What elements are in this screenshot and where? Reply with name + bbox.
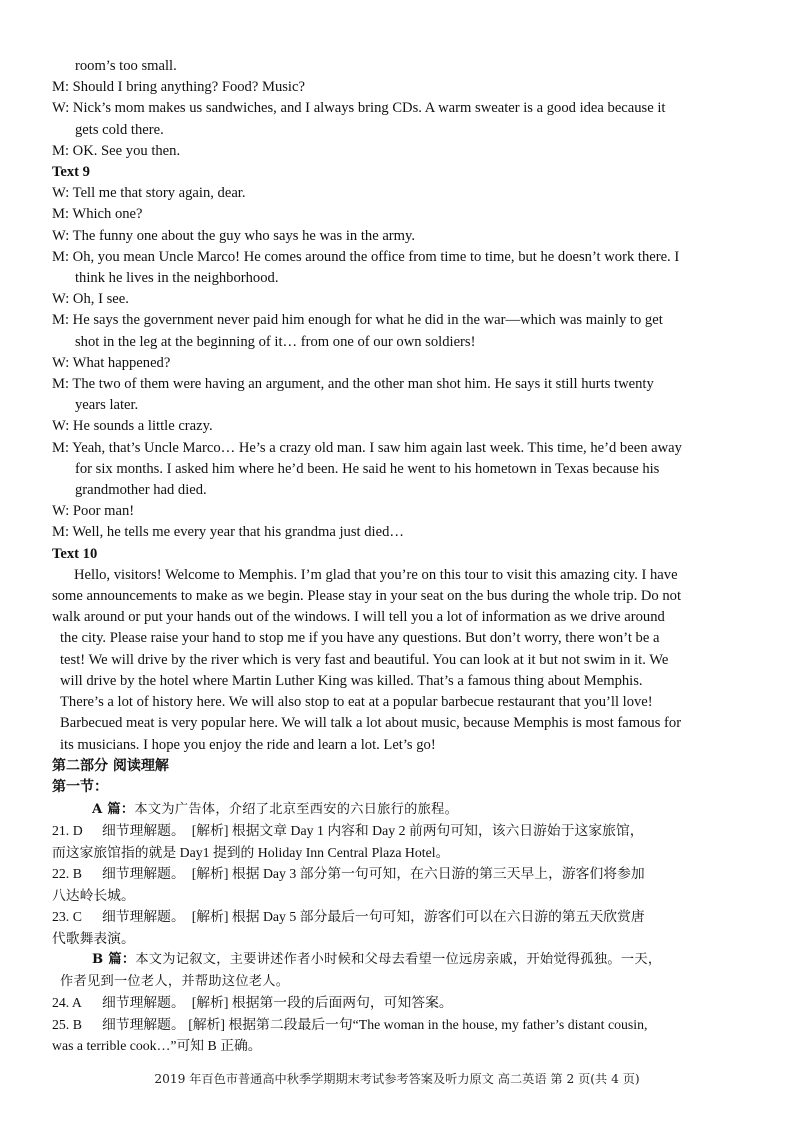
answer-number: 25. B — [52, 1016, 82, 1032]
section1-heading: 第一节： — [52, 779, 108, 796]
passage-a-text: 本文为广告体，介绍了北京至西安的六日旅行的旅程。 — [134, 801, 459, 817]
answer-item — [52, 863, 742, 906]
answer-explanation-cont: 代歌舞表演。 — [52, 930, 135, 946]
dialogue-line: years later. — [75, 397, 139, 414]
passage-a-summary — [52, 799, 742, 821]
paragraph-line: the city. Please raise your hand to stop me if you have any questions. But don’t worry, there won’t be a — [60, 630, 660, 647]
dialogue-line: W: Tell me that story again, dear. — [52, 185, 246, 202]
passage-a-tag: A 篇： — [92, 801, 135, 817]
dialogue-line: grandmother had died. — [75, 482, 207, 499]
dialogue-line: gets cold there. — [75, 121, 164, 138]
passage-b-text-cont: 作者见到一位老人，并帮助这位老人。 — [60, 973, 290, 989]
dialogue-line: W: He sounds a little crazy. — [52, 418, 213, 435]
part2-heading: 第二部分 阅读理解 — [52, 757, 169, 774]
dialogue-line: for six months. I asked him where he’d been. He said he went to his hometown in Texas because his — [75, 460, 660, 477]
page-footer: 2019 年百色市普通高中秋季学期期末考试参考答案及听力原文 高二英语 第 2 页(共 4 页) — [154, 1072, 640, 1086]
paragraph-line: walk around or put your hands out of the windows. I will tell you a lot of information as we drive around — [52, 609, 665, 626]
question-type: 细节理解题。 — [102, 995, 185, 1011]
question-type: 细节理解题。 — [102, 823, 185, 839]
text9-dialogue — [52, 183, 742, 543]
dialogue-line: W: The funny one about the guy who says he was in the army. — [52, 227, 416, 244]
question-type: 细节理解题。 — [102, 1016, 185, 1032]
answer-explanation: [解析] 根据第一段的后面两句，可知答案。 — [191, 995, 453, 1011]
answer-item — [52, 820, 742, 863]
answer-number: 21. D — [52, 823, 83, 839]
dialogue-line: M: Which one? — [52, 206, 143, 223]
answer-item — [52, 1014, 742, 1057]
passage-b-summary — [52, 949, 742, 992]
answer-number: 23. C — [52, 909, 82, 925]
answer-explanation-cont: was a terrible cook…”可知 B 正确。 — [52, 1038, 262, 1054]
paragraph-line: Barbecued meat is very popular here. We will talk a lot about music, because Memphis is most famous for — [60, 715, 682, 732]
answer-item — [52, 906, 742, 949]
answer-number: 24. A — [52, 995, 82, 1011]
question-type: 细节理解题。 — [102, 909, 185, 925]
dialogue-line: W: Nick’s mom makes us sandwiches, and I always bring CDs. A warm sweater is a good idea because it — [52, 100, 666, 117]
answer-explanation-cont: 而这家旅馆指的就是 Day1 提到的 Holiday Inn Central Plaza Hotel。 — [52, 844, 450, 860]
paragraph-line: test! We will drive by the river which is very fast and beautiful. You can look at it but not swim in it. We — [60, 651, 669, 668]
paragraph-line: Hello, visitors! Welcome to Memphis. I’m glad that you’re on this tour to visit this amazing city. I have — [74, 566, 678, 583]
dialogue-line: W: Poor man! — [52, 503, 135, 520]
answer-number: 22. B — [52, 866, 82, 882]
paragraph-line: There’s a lot of history here. We will also stop to eat at a popular barbecue restaurant that you’ll love! — [60, 694, 653, 711]
dialogue-line: M: Oh, you mean Uncle Marco! He comes around the office from time to time, but he doesn’t work there. I — [52, 248, 680, 265]
text10-paragraph — [52, 565, 742, 756]
answer-item — [52, 992, 742, 1014]
dialogue-line: room’s too small. — [75, 58, 177, 74]
dialogue-line: M: OK. See you then. — [52, 142, 181, 159]
paragraph-line: its musicians. I hope you enjoy the ride and learn a lot. Let’s go! — [60, 736, 436, 753]
dialogue-line: M: He says the government never paid him enough for what he did in the war—which was mainly to get — [52, 312, 663, 329]
dialogue-line: M: Should I bring anything? Food? Music? — [52, 79, 305, 96]
dialogue-line: M: Yeah, that’s Uncle Marco… He’s a crazy old man. I saw him again last week. This time, he’d been away — [52, 439, 682, 456]
question-type: 细节理解题。 — [102, 866, 185, 882]
passage-b-tag: B 篇： — [92, 952, 136, 968]
paragraph-line: will drive by the hotel where Martin Luther King was killed. That’s a famous thing about Memphis. — [60, 672, 643, 689]
text9-heading: Text 9 — [52, 164, 90, 181]
dialogue-line: M: The two of them were having an argument, and the other man shot him. He says it still hurts twenty — [52, 376, 654, 393]
answer-explanation: [解析] 根据第二段最后一句“The woman in the house, my father’s distant cousin, — [188, 1016, 648, 1032]
dialogue-line: M: Well, he tells me every year that his grandma just died… — [52, 524, 404, 541]
paragraph-line: some announcements to make as we begin. Please stay in your seat on the bus during the whole trip. Do not — [52, 588, 682, 605]
dialogue-line: W: What happened? — [52, 354, 171, 371]
text10-heading: Text 10 — [52, 545, 98, 562]
answer-explanation-cont: 八达岭长城。 — [52, 887, 135, 903]
dialogue-line: W: Oh, I see. — [52, 291, 129, 308]
document-page — [52, 56, 742, 1057]
dialogue-line: think he lives in the neighborhood. — [75, 270, 279, 287]
dialogue-line: shot in the leg at the beginning of it… from one of our own soldiers! — [75, 333, 476, 350]
answer-explanation: [解析] 根据 Day 3 部分第一句可知，在六日游的第三天早上，游客们将参加 — [191, 866, 645, 882]
passage-b-text: 本文为记叙文，主要讲述作者小时候和父母去看望一位远房亲戚，开始觉得孤独。一天， — [135, 952, 662, 968]
answer-explanation: [解析] 根据 Day 5 部分最后一句可知，游客们可以在六日游的第五天欣赏唐 — [191, 909, 645, 925]
dialogue-continued — [52, 56, 742, 162]
answer-explanation: [解析] 根据文章 Day 1 内容和 Day 2 前两句可知，该六日游始于这家旅馆， — [191, 823, 644, 839]
